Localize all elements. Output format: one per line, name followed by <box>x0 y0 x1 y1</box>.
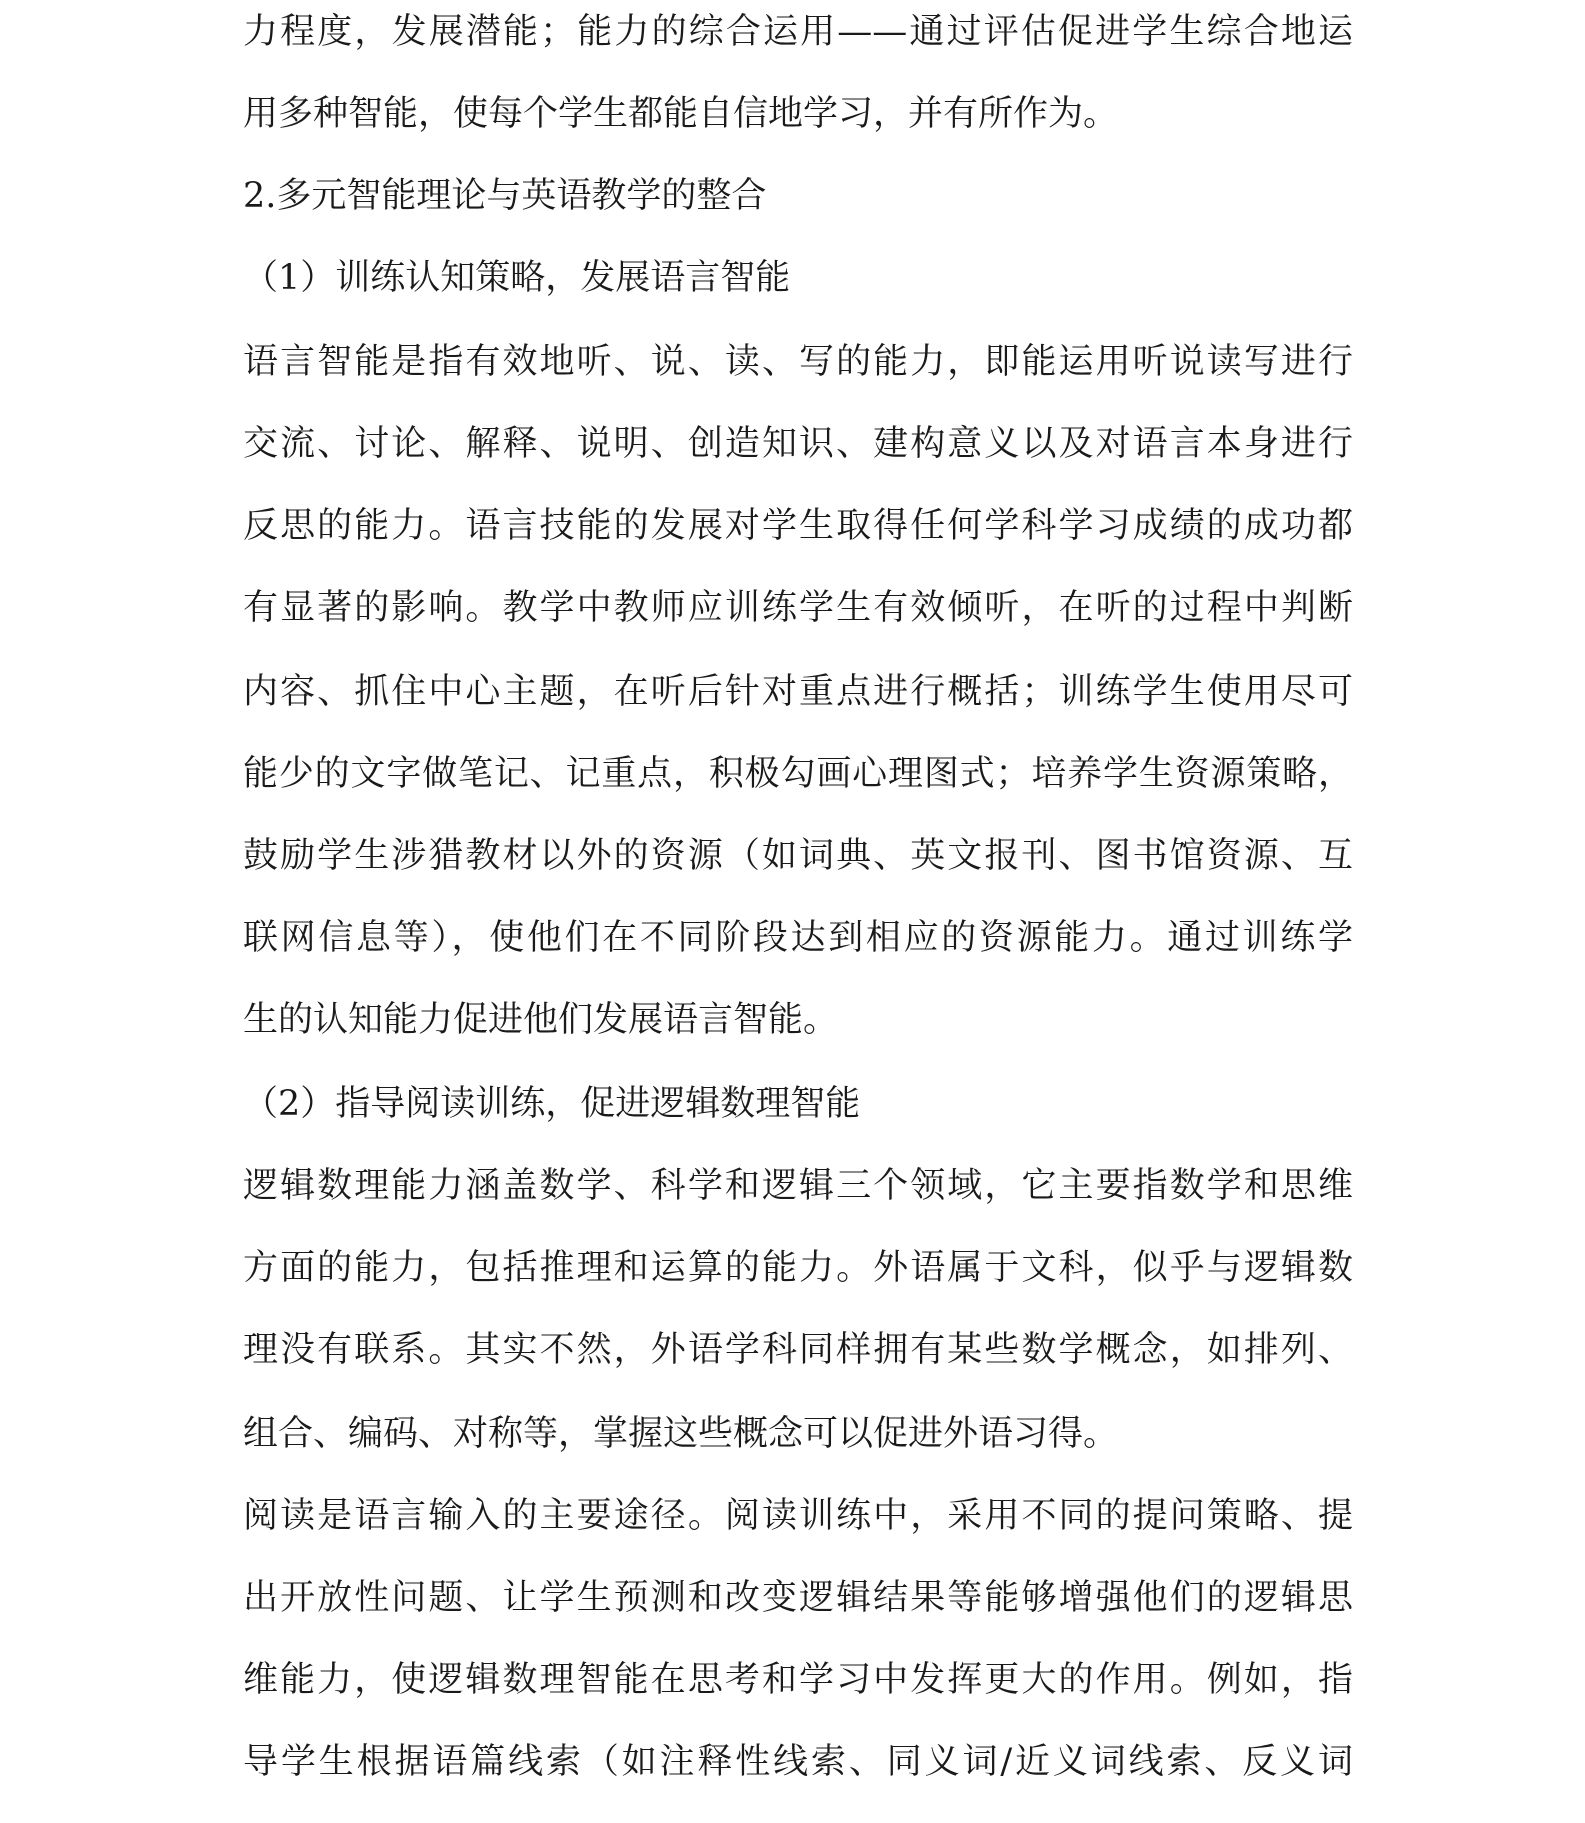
text-line-16: 方面的能力，包括推理和运算的能力。外语属于文科，似乎与逻辑数 <box>243 1248 1353 1288</box>
text-line-1: 力程度，发展潜能；能力的综合运用——通过评估促进学生综合地运 <box>243 12 1353 52</box>
section-heading: 2.多元智能理论与英语教学的整合 <box>243 176 767 216</box>
text-line-15: 逻辑数理能力涵盖数学、科学和逻辑三个领域，它主要指数学和思维 <box>243 1166 1353 1206</box>
text-line-2: 用多种智能，使每个学生都能自信地学习，并有所作为。 <box>243 94 1119 134</box>
text-line-7: 反思的能力。语言技能的发展对学生取得任何学科学习成绩的成功都 <box>243 506 1353 546</box>
text-line-21: 维能力，使逻辑数理智能在思考和学习中发挥更大的作用。例如，指 <box>243 1660 1353 1700</box>
text-line-11: 鼓励学生涉猎教材以外的资源（如词典、英文报刊、图书馆资源、互 <box>243 836 1353 876</box>
text-line-18: 组合、编码、对称等，掌握这些概念可以促进外语习得。 <box>243 1414 1119 1454</box>
text-line-5: 语言智能是指有效地听、说、读、写的能力，即能运用听说读写进行 <box>243 342 1353 382</box>
text-line-10: 能少的文字做笔记、记重点，积极勾画心理图式；培养学生资源策略， <box>243 754 1353 794</box>
text-line-17: 理没有联系。其实不然，外语学科同样拥有某些数学概念，如排列、 <box>243 1330 1353 1370</box>
text-line-19: 阅读是语言输入的主要途径。阅读训练中，采用不同的提问策略、提 <box>243 1496 1353 1536</box>
text-line-13: 生的认知能力促进他们发展语言智能。 <box>243 1000 839 1040</box>
text-line-8: 有显著的影响。教学中教师应训练学生有效倾听，在听的过程中判断 <box>243 588 1353 628</box>
text-line-12: 联网信息等），使他们在不同阶段达到相应的资源能力。通过训练学 <box>243 918 1353 958</box>
subsection-heading-1: （1）训练认知策略，发展语言智能 <box>243 258 791 298</box>
text-line-22: 导学生根据语篇线索（如注释性线索、同义词/近义词线索、反义词 <box>243 1742 1353 1782</box>
text-line-6: 交流、讨论、解释、说明、创造知识、建构意义以及对语言本身进行 <box>243 424 1353 464</box>
text-line-20: 出开放性问题、让学生预测和改变逻辑结果等能够增强他们的逻辑思 <box>243 1578 1353 1618</box>
text-line-9: 内容、抓住中心主题，在听后针对重点进行概括；训练学生使用尽可 <box>243 672 1353 712</box>
subsection-heading-2: （2）指导阅读训练，促进逻辑数理智能 <box>243 1084 861 1124</box>
